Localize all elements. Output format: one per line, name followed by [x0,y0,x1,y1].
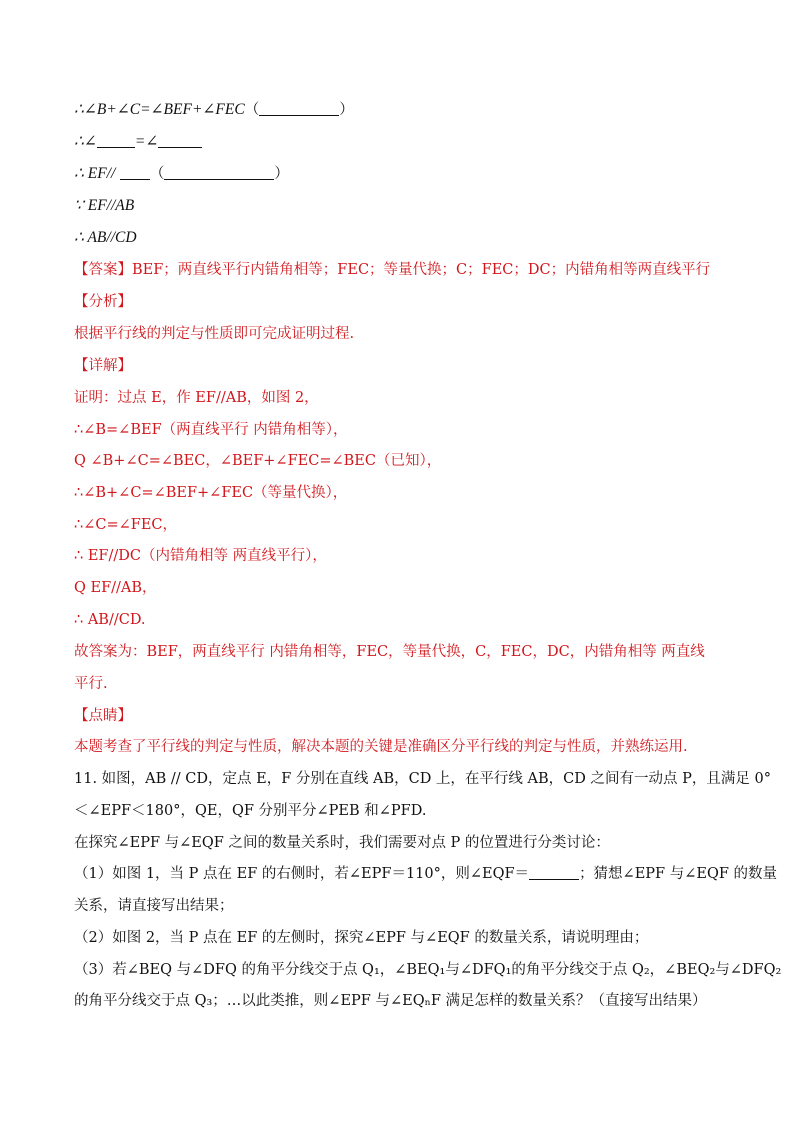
answer-blank-6[interactable] [529,865,579,880]
answer-line [74,260,723,280]
analysis-tag: 【分析】 [74,294,132,310]
paren-open: （ [244,102,260,118]
detail-tag: 【详解】 [74,358,132,374]
answer-blank-5[interactable] [164,165,274,180]
proof-equation-1: ∴∠B+∠C=∠BEF+∠FEC [74,101,245,118]
q11-part1-line2: 关系，请直接写出结果； [74,898,234,914]
detail-line: ∴ AB//CD. [74,612,146,628]
proof-line-3 [74,164,723,184]
proof-line-1 [74,100,723,120]
comment-tag: 【点睛】 [74,708,132,724]
q11-line-3: 在探究∠EPF 与∠EQF 之间的数量关系时，我们需要对点 P 的位置进行分类讨论： [74,835,610,851]
detail-line: ∴∠C=∠FEC， [74,517,178,533]
proof-line-5 [74,228,723,248]
angle-prefix: ∴∠ [74,133,97,150]
q11-part3-line1: （3）若∠BEQ 与∠DFQ 的角平分线交于点 Q₁，∠BEQ₁与∠DFQ₁的角平分线交于点 Q₂，∠BEQ₂与∠DFQ₂ [74,962,782,978]
paren-close: ） [339,102,354,118]
detail-line: ∴ EF//DC（内错角相等 两直线平行）， [74,548,327,564]
detail-line: Q ∠B+∠C=∠BEC，∠BEF+∠FEC=∠BEC（已知）， [74,453,442,469]
part1-prompt: （1）如图 1，当 P 点在 EF 的右侧时，若∠EPF＝110°，则∠EQF＝ [74,866,530,882]
equals-angle: =∠ [134,133,159,150]
detail-line: ∴∠B+∠C=∠BEF+∠FEC（等量代换）， [74,485,348,501]
part1-prompt-cont: ；猜想∠EPF 与∠EQF 的数量 [579,866,778,882]
q11-line-1: 11. 如图，AB // CD，定点 E，F 分别在直线 AB，CD 上，在平行线 AB，CD 之间有一动点 P，且满足 0° [74,771,771,787]
answer-blank-4[interactable] [120,165,150,180]
proof-line-2 [74,132,723,152]
proof-line-4 [74,196,723,216]
q11-part1-line1 [74,864,778,884]
answer-blank-2[interactable] [97,133,135,148]
answer-blank-3[interactable] [158,133,202,148]
answer-blank-1[interactable] [259,101,339,116]
answer-text: BEF；两直线平行内错角相等；FEC；等量代换；C；FEC；DC；内错角相等两直线平行 [132,262,711,278]
detail-line: ∴∠B=∠BEF（两直线平行 内错角相等）， [74,422,348,438]
conclusion-statement: ∴ AB//CD [74,229,137,246]
paren-open-2: （ [149,166,165,182]
parallel-prefix: ∴ EF// [74,165,116,182]
comment-text: 本题考查了平行线的判定与性质，解决本题的关键是准确区分平行线的判定与性质，并熟练运用. [74,739,688,755]
q11-line-2: ＜∠EPF＜180°，QE，QF 分别平分∠PEB 和∠PFD. [74,803,427,819]
detail-conclusion: 故答案为：BEF，两直线平行 内错角相等，FEC，等量代换，C，FEC，DC，内错角相等 两直线 [74,644,705,660]
analysis-text: 根据平行线的判定与性质即可完成证明过程. [74,326,355,342]
answer-tag: 【答案】 [74,262,132,278]
paren-close-2: ） [274,166,289,182]
given-statement: ∵ EF//AB [74,197,135,214]
detail-line: Q EF//AB， [74,580,157,596]
q11-part3-line2: 的角平分线交于点 Q₃；…以此类推，则∠EPF 与∠EQₙF 满足怎样的数量关系？（直接写出结果） [74,993,707,1009]
detail-line: 证明：过点 E，作 EF//AB，如图 2， [74,390,319,406]
detail-conclusion-cont: 平行. [74,676,108,692]
q11-part2: （2）如图 2，当 P 点在 EF 的左侧时，探究∠EPF 与∠EQF 的数量关系，请说明理由； [74,930,649,946]
